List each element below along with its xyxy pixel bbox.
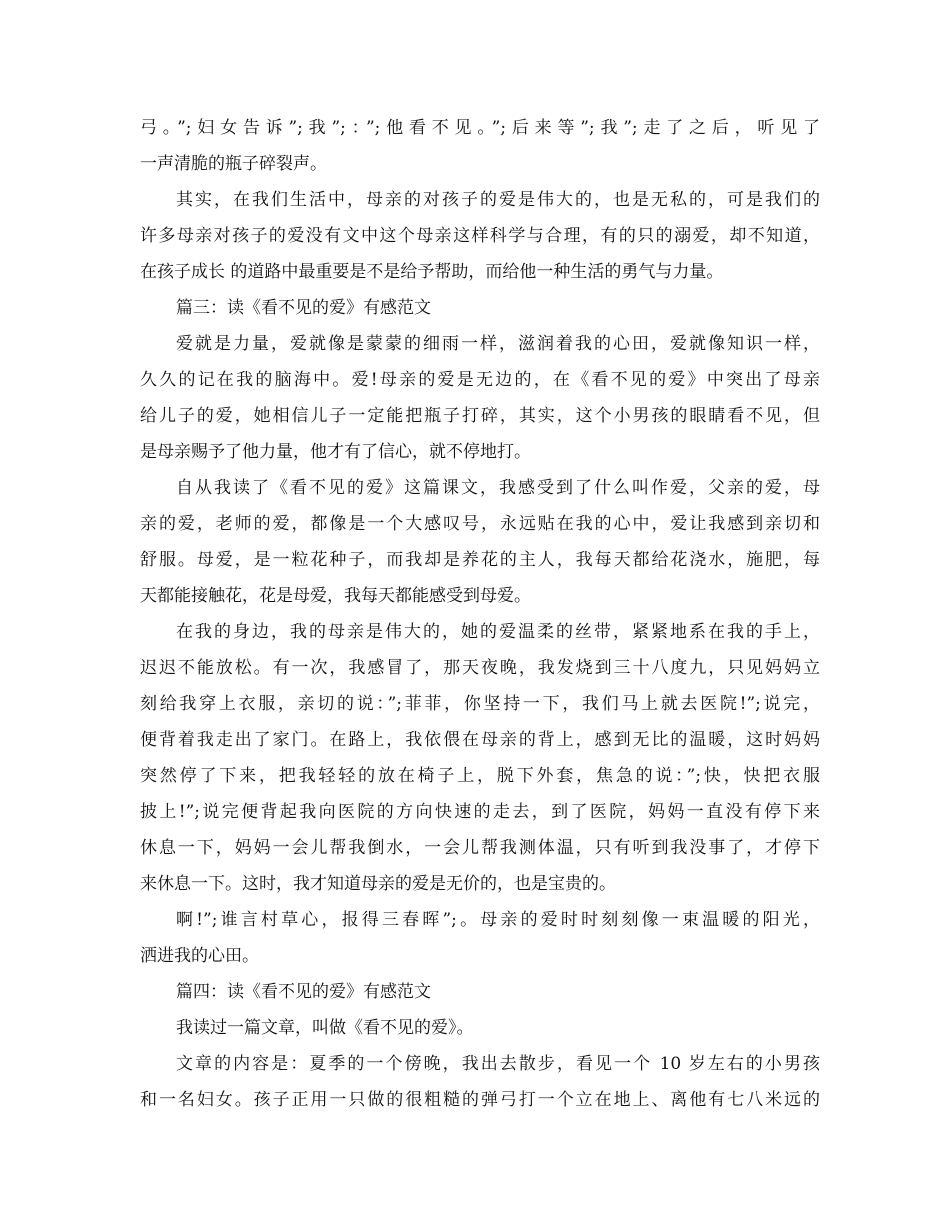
text-line: 文章的内容是：夏季的一个傍晚，我出去散步，看见一个 10 岁左右的小男孩 xyxy=(176,1054,820,1074)
text-line: 舒服。母爱，是一粒花种子，而我却是养花的主人，我每天都给花浇水，施肥，每 xyxy=(140,550,820,570)
text-line: 是母亲赐予了他力量，他才有了信心，就不停地打。 xyxy=(140,442,531,462)
text-line: 洒进我的心田。 xyxy=(140,946,259,966)
text-line: 我读过一篇文章，叫做《看不见的爱》。 xyxy=(176,1018,474,1038)
text-line: 给儿子的爱，她相信儿子一定能把瓶子打碎，其实，这个小男孩的眼睛看不见，但 xyxy=(140,406,820,426)
text-line: 突然停了下来，把我轻轻的放在椅子上，脱下外套，焦急的说：”;快，快把衣服 xyxy=(140,766,820,786)
text-line: 爱就是力量，爱就像是蒙蒙的细雨一样，滋润着我的心田，爱就像知识一样， xyxy=(176,334,820,354)
section-heading: 篇三：读《看不见的爱》有感范文 xyxy=(176,298,431,318)
text-line: 在我的身边，我的母亲是伟大的，她的爱温柔的丝带，紧紧地系在我的手上， xyxy=(176,622,820,642)
section-heading: 篇四：读《看不见的爱》有感范文 xyxy=(176,982,431,1002)
text-line: 便背着我走出了家门。在路上，我依偎在母亲的背上，感到无比的温暖，这时妈妈 xyxy=(140,730,820,750)
text-line: 和一名妇女。孩子正用一只做的很粗糙的弹弓打一个立在地上、离他有七八米远的 xyxy=(140,1090,820,1110)
text-line: 一声清脆的瓶子碎裂声。 xyxy=(140,154,327,174)
text-line: 其实，在我们生活中，母亲的对孩子的爱是伟大的，也是无私的，可是我们的 xyxy=(176,190,820,210)
text-line: 啊!”;谁言村草心，报得三春晖”;。母亲的爱时时刻刻像一束温暖的阳光， xyxy=(176,910,820,930)
text-line: 弓。”;妇女告诉”;我”;：”;他看不见。”;后来等”;我”;走了之后，听见了 xyxy=(140,118,820,138)
text-line: 亲的爱，老师的爱，都像是一个大感叹号，永远贴在我的心中，爱让我感到亲切和 xyxy=(140,514,820,534)
text-line: 披上!”;说完便背起我向医院的方向快速的走去，到了医院，妈妈一直没有停下来 xyxy=(140,802,820,822)
text-line: 在孩子成长 的道路中最重要是不是给予帮助，而给他一种生活的勇气与力量。 xyxy=(140,262,724,282)
text-line: 自从我读了《看不见的爱》这篇课文，我感受到了什么叫作爱，父亲的爱，母 xyxy=(176,478,820,498)
text-line: 休息一下，妈妈一会儿帮我倒水，一会儿帮我测体温，只有听到我没事了，才停下 xyxy=(140,838,820,858)
text-line: 天都能接触花，花是母爱，我每天都能感受到母爱。 xyxy=(140,586,531,606)
text-line: 久久的记在我的脑海中。爱!母亲的爱是无边的，在《看不见的爱》中突出了母亲 xyxy=(140,370,820,390)
text-line: 迟迟不能放松。有一次，我感冒了，那天夜晚，我发烧到三十八度九，只见妈妈立 xyxy=(140,658,820,678)
text-line: 许多母亲对孩子的爱没有文中这个母亲这样科学与合理，有的只的溺爱，却不知道， xyxy=(140,226,820,246)
text-line: 来休息一下。这时，我才知道母亲的爱是无价的，也是宝贵的。 xyxy=(140,874,616,894)
text-line: 刻给我穿上衣服，亲切的说：”;菲菲，你坚持一下，我们马上就去医院!”;说完， xyxy=(140,694,820,714)
